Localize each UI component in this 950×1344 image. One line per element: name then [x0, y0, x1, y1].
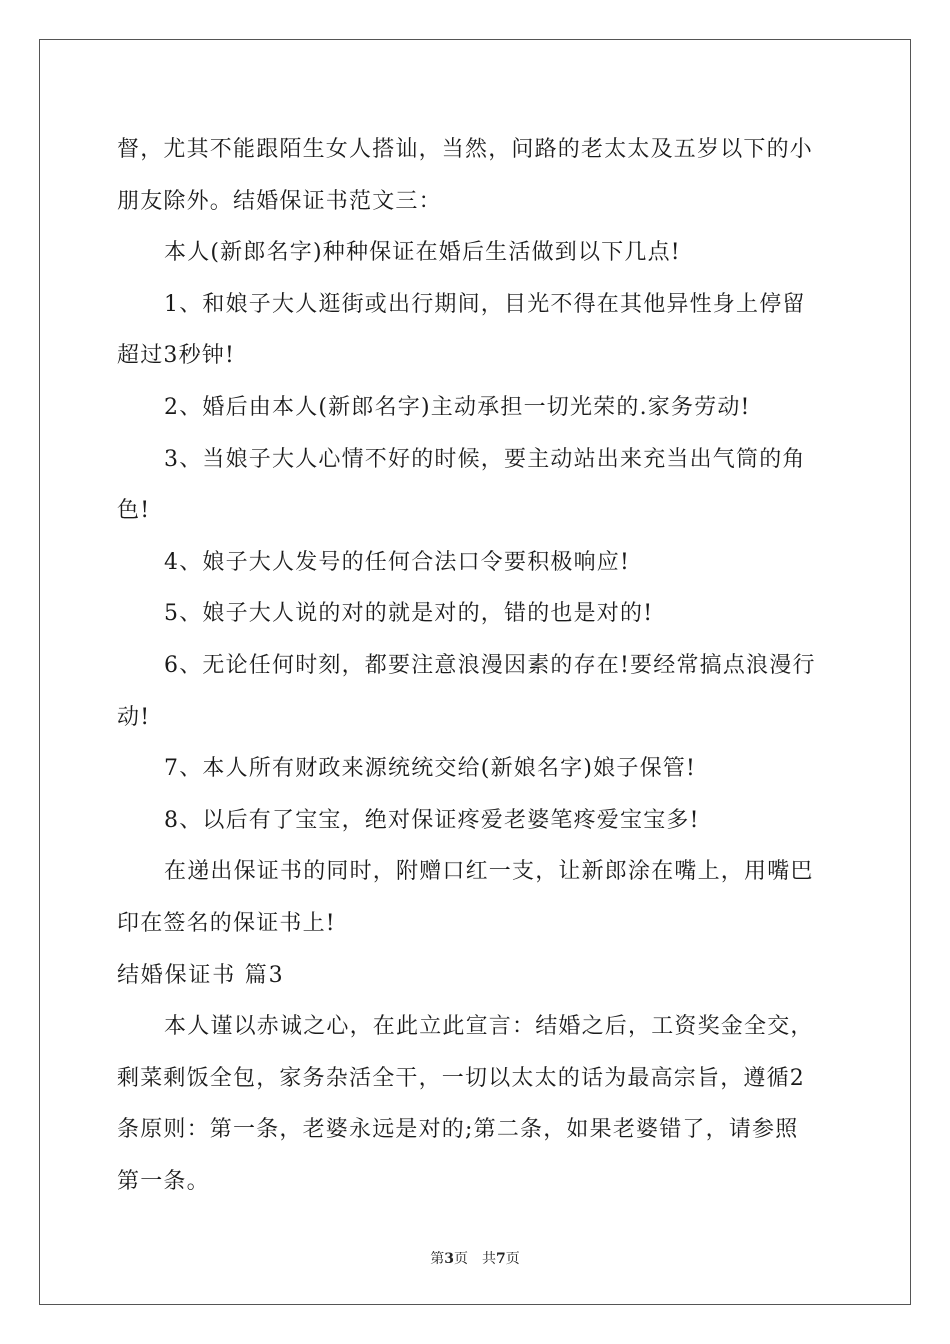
text-line: 剩菜剩饭全包，家务杂活全干，一切以太太的话为最高宗旨，遵循2 [117, 1065, 805, 1091]
paragraph-line: 在递出保证书的同时，附赠口红一支，让新郎涂在嘴上，用嘴巴 [164, 859, 814, 885]
list-item-3: 3、当娘子大人心情不好的时候，要主动站出来充当出气筒的角 [164, 446, 806, 472]
document-body [117, 124, 833, 1207]
list-item-7: 7、本人所有财政来源统统交给(新娘名字)娘子保管! [164, 756, 697, 782]
list-item-5: 5、娘子大人说的对的就是对的，错的也是对的! [164, 601, 654, 627]
footer-prefix: 第 [430, 1251, 445, 1267]
list-item-8: 8、以后有了宝宝，绝对保证疼爱老婆笔疼爱宝宝多! [164, 807, 700, 833]
footer-total-suffix: 页 [505, 1251, 520, 1267]
footer-page-word: 页 [454, 1251, 468, 1267]
text-line: 色! [117, 498, 151, 524]
text-line: 动! [117, 704, 151, 730]
footer-total-prefix: 共 [482, 1251, 496, 1267]
paragraph-line: 本人谨以赤诚之心，在此立此宣言：结婚之后，工资奖金全交， [164, 1014, 814, 1040]
list-item-2: 2、婚后由本人(新郎名字)主动承担一切光荣的.家务劳动! [164, 394, 751, 420]
text-line: 朋友除外。结婚保证书范文三： [117, 188, 442, 214]
current-page-number: 3 [444, 1251, 454, 1267]
text-line: 条原则：第一条，老婆永远是对的;第二条，如果老婆错了，请参照 [117, 1117, 799, 1143]
text-line: 超过3秒钟! [117, 343, 236, 369]
text-line: 督，尤其不能跟陌生女人搭讪，当然，问路的老太太及五岁以下的小 [117, 137, 814, 162]
section-heading: 结婚保证书 篇3 [117, 962, 285, 988]
list-item-4: 4、娘子大人发号的任何合法口令要积极响应! [164, 549, 631, 575]
page-footer [0, 1248, 950, 1268]
text-line: 印在签名的保证书上! [117, 910, 336, 936]
total-page-count: 7 [496, 1251, 506, 1267]
paragraph-line: 本人(新郎名字)种种保证在婚后生活做到以下几点! [164, 240, 681, 266]
text-line: 第一条。 [117, 1168, 210, 1194]
list-item-1: 1、和娘子大人逛街或出行期间，目光不得在其他异性身上停留 [164, 291, 806, 317]
list-item-6: 6、无论任何时刻，都要注意浪漫因素的存在!要经常搞点浪漫行 [164, 652, 816, 678]
